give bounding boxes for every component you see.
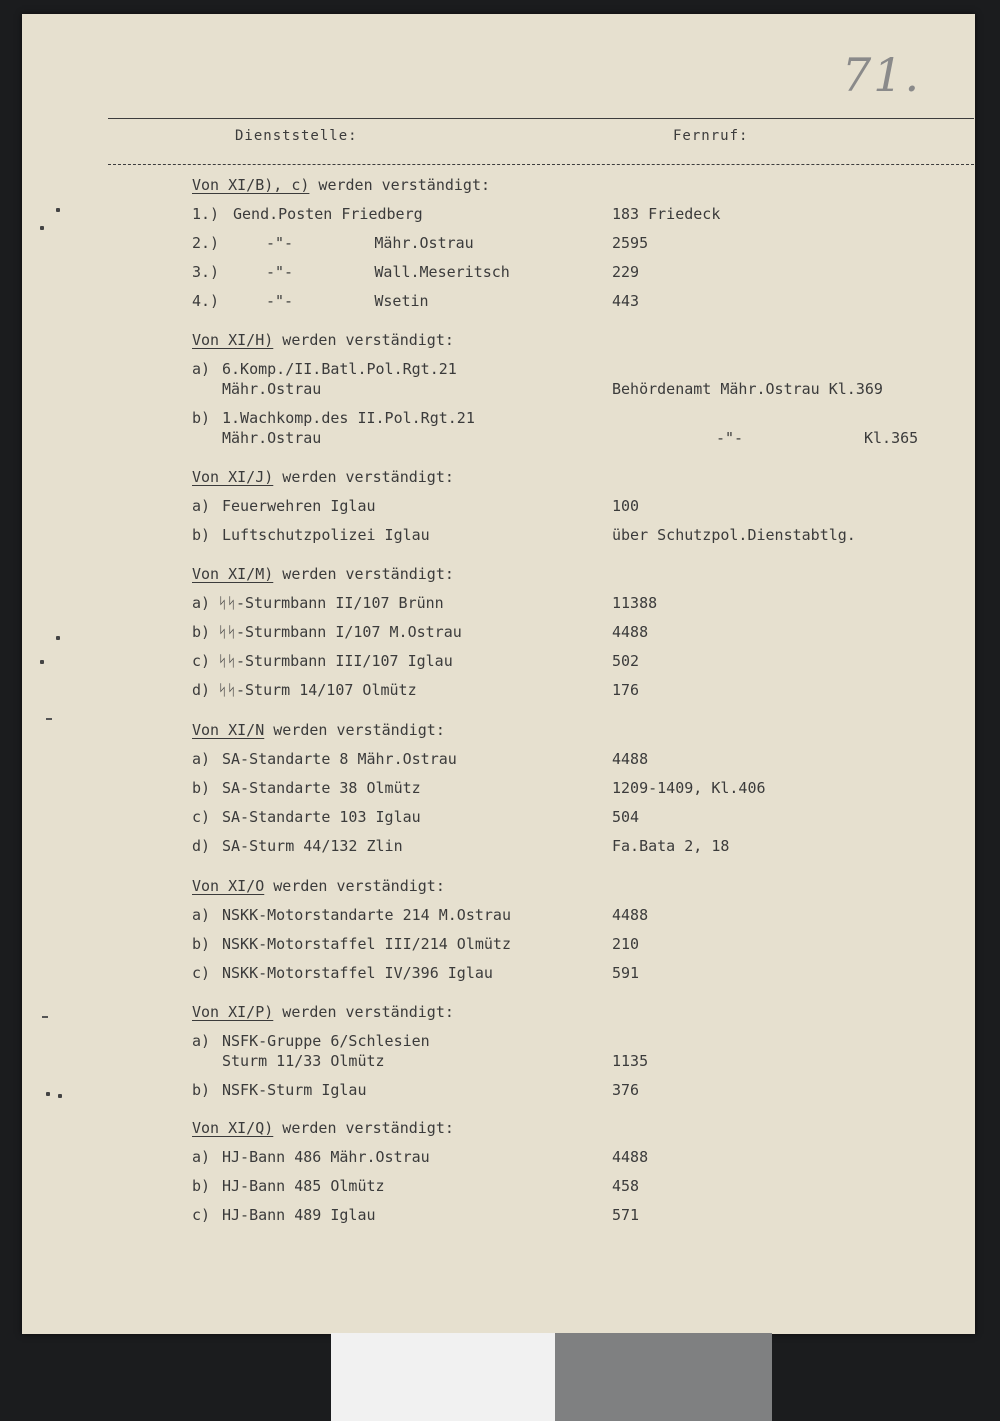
row-text: -"- Wsetin — [266, 292, 429, 310]
page-number: 71. — [842, 48, 922, 102]
row-id: c) — [192, 808, 211, 826]
calibration-strip-white — [331, 1333, 555, 1421]
section-heading: Von XI/N werden verständigt: — [192, 721, 445, 739]
row-phone: 100 — [612, 497, 640, 515]
row-id: 2.) — [192, 234, 220, 252]
document-page — [22, 14, 975, 1334]
margin-mark — [46, 718, 52, 720]
row-id: 3.) — [192, 263, 220, 281]
section-heading: Von XI/B), c) werden verständigt: — [192, 176, 491, 194]
row-id: b) — [192, 526, 211, 544]
row-id: b) — [192, 1177, 211, 1195]
row-phone: 176 — [612, 681, 640, 699]
row-text: 1.Wachkomp.des II.Pol.Rgt.21 — [222, 409, 475, 427]
row-text-2: Mähr.Ostrau — [222, 380, 322, 398]
row-text: SA-Standarte 38 Olmütz — [222, 779, 421, 797]
header-rule-top — [108, 118, 974, 119]
row-text: NSKK-Motorstaffel IV/396 Iglau — [222, 964, 493, 982]
row-phone: 11388 — [612, 594, 658, 612]
row-text: 6.Komp./II.Batl.Pol.Rgt.21 — [222, 360, 457, 378]
row-text: -"- Wall.Meseritsch — [266, 263, 510, 281]
margin-mark — [56, 208, 60, 212]
header-dienststelle: Dienststelle: — [235, 128, 358, 144]
margin-mark — [40, 226, 44, 230]
row-phone: Fa.Bata 2, 18 — [612, 837, 730, 855]
row-text: HJ-Bann 485 Olmütz — [222, 1177, 385, 1195]
row-id: d) — [192, 837, 211, 855]
section-heading: Von XI/P) werden verständigt: — [192, 1003, 454, 1021]
row-text: ᛋᛋ-Sturm 14/107 Olmütz — [218, 681, 417, 699]
row-text: ᛋᛋ-Sturmbann III/107 Iglau — [218, 652, 453, 670]
row-phone: -"- — [716, 429, 744, 447]
row-phone: 2595 — [612, 234, 649, 252]
row-phone: 443 — [612, 292, 640, 310]
section-heading: Von XI/Q) werden verständigt: — [192, 1119, 454, 1137]
row-phone: 183 Friedeck — [612, 205, 721, 223]
row-id: c) — [192, 964, 211, 982]
section-heading: Von XI/O werden verständigt: — [192, 877, 445, 895]
row-id: b) — [192, 935, 211, 953]
row-text: NSFK-Gruppe 6/Schlesien — [222, 1032, 430, 1050]
row-phone: 571 — [612, 1206, 640, 1224]
row-id: a) — [192, 906, 211, 924]
row-text: SA-Standarte 8 Mähr.Ostrau — [222, 750, 457, 768]
row-text: -"- Mähr.Ostrau — [266, 234, 474, 252]
row-text: ᛋᛋ-Sturmbann I/107 M.Ostrau — [218, 623, 462, 641]
row-id: c) — [192, 652, 211, 670]
row-id: a) — [192, 360, 211, 378]
row-text: HJ-Bann 489 Iglau — [222, 1206, 376, 1224]
row-id: 1.) — [192, 205, 220, 223]
row-id: b) — [192, 1081, 211, 1099]
row-id: d) — [192, 681, 211, 699]
row-text: Feuerwehren Iglau — [222, 497, 376, 515]
row-text: SA-Sturm 44/132 Zlin — [222, 837, 403, 855]
row-phone: 4488 — [612, 1148, 649, 1166]
row-id: a) — [192, 594, 211, 612]
section-heading: Von XI/H) werden verständigt: — [192, 331, 454, 349]
row-phone: 1135 — [612, 1052, 649, 1070]
row-phone-extra: Kl.365 — [864, 429, 919, 447]
row-id: a) — [192, 1148, 211, 1166]
row-phone: über Schutzpol.Dienstabtlg. — [612, 526, 856, 544]
row-id: a) — [192, 497, 211, 515]
margin-mark — [46, 1092, 50, 1096]
margin-mark — [40, 660, 44, 664]
row-phone: 4488 — [612, 623, 649, 641]
row-id: a) — [192, 1032, 211, 1050]
header-fernruf: Fernruf: — [673, 128, 749, 144]
margin-mark — [56, 636, 60, 640]
row-text: NSKK-Motorstandarte 214 M.Ostrau — [222, 906, 511, 924]
row-id: b) — [192, 779, 211, 797]
row-text-2: Mähr.Ostrau — [222, 429, 322, 447]
row-text-2: Sturm 11/33 Olmütz — [222, 1052, 385, 1070]
row-text: NSFK-Sturm Iglau — [222, 1081, 367, 1099]
row-text: ᛋᛋ-Sturmbann II/107 Brünn — [218, 594, 444, 612]
row-phone: 502 — [612, 652, 640, 670]
row-id: b) — [192, 623, 211, 641]
row-id: b) — [192, 409, 211, 427]
row-phone: 458 — [612, 1177, 640, 1195]
row-text: Gend.Posten Friedberg — [233, 205, 423, 223]
margin-mark — [58, 1094, 62, 1098]
header-rule-bottom — [108, 164, 974, 165]
row-phone: 229 — [612, 263, 640, 281]
calibration-strip-gray — [555, 1333, 772, 1421]
row-id: c) — [192, 1206, 211, 1224]
row-phone: 376 — [612, 1081, 640, 1099]
row-phone: 591 — [612, 964, 640, 982]
row-phone: 504 — [612, 808, 640, 826]
row-text: NSKK-Motorstaffel III/214 Olmütz — [222, 935, 511, 953]
row-phone: 210 — [612, 935, 640, 953]
row-id: 4.) — [192, 292, 220, 310]
row-phone: Behördenamt Mähr.Ostrau Kl.369 — [612, 380, 883, 398]
row-phone: 1209-1409, Kl.406 — [612, 779, 766, 797]
row-text: SA-Standarte 103 Iglau — [222, 808, 421, 826]
row-phone: 4488 — [612, 906, 649, 924]
section-heading: Von XI/M) werden verständigt: — [192, 565, 454, 583]
row-text: HJ-Bann 486 Mähr.Ostrau — [222, 1148, 430, 1166]
row-phone: 4488 — [612, 750, 649, 768]
section-heading: Von XI/J) werden verständigt: — [192, 468, 454, 486]
margin-mark — [42, 1016, 48, 1018]
row-text: Luftschutzpolizei Iglau — [222, 526, 430, 544]
row-id: a) — [192, 750, 211, 768]
